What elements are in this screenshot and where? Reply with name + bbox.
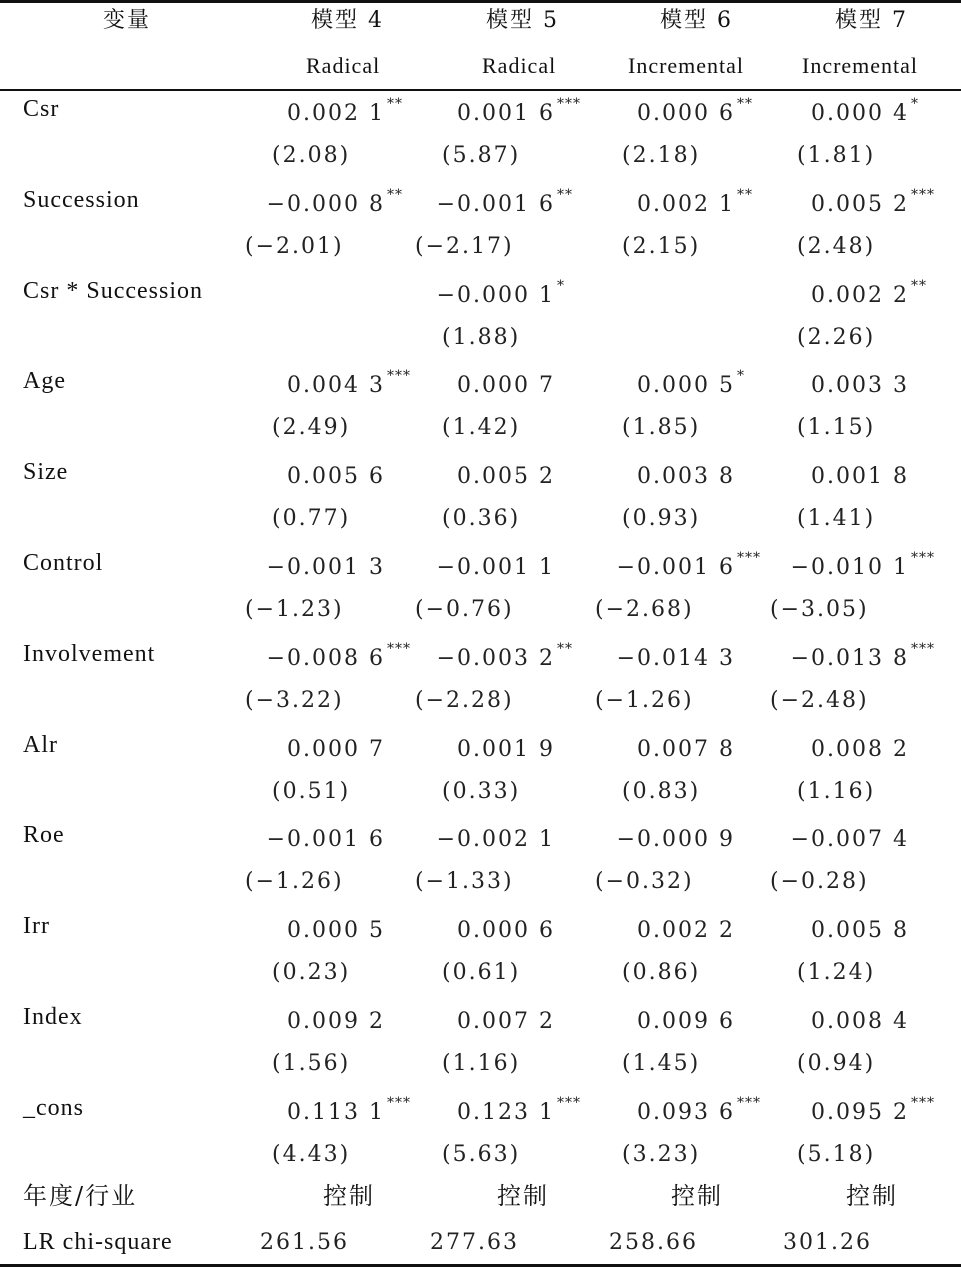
coefficient-cell: [287, 368, 411, 399]
significance-stars: **: [737, 186, 753, 203]
coefficient-value: 0.002 2: [637, 918, 735, 944]
significance-stars: ***: [557, 96, 581, 112]
coefficient-value: 0.000 5: [287, 918, 385, 944]
control-value: 控制: [497, 1182, 549, 1210]
coefficient-value: 0.007 8: [637, 736, 735, 762]
control-value: 控制: [846, 1182, 898, 1210]
coefficient-cell: [287, 736, 385, 762]
coefficient-cell: [811, 96, 919, 126]
control-row-label: 年度/行业: [23, 1182, 138, 1210]
coefficient-cell: [437, 557, 555, 579]
coefficient-cell: [617, 829, 735, 851]
coefficient-value: 0.095 2: [811, 1099, 909, 1125]
coefficient-value: 0.001 6: [457, 101, 555, 126]
coefficient-cell: [637, 736, 735, 762]
t-statistic: (2.18): [622, 143, 701, 168]
coefficient-value: 0.003 8: [637, 464, 735, 490]
bottom-rule: [0, 1264, 961, 1267]
t-statistic: (1.41): [797, 506, 876, 532]
significance-stars: **: [557, 186, 573, 203]
t-statistic: (4.43): [272, 1141, 351, 1167]
row-label: Succession: [23, 186, 140, 213]
coefficient-value: −0.003 2: [436, 645, 555, 671]
coefficient-value: −0.013 8: [790, 645, 909, 671]
coefficient-cell: [637, 186, 753, 217]
coefficient-value: −0.010 1: [790, 555, 909, 580]
coefficient-cell: [637, 466, 735, 488]
t-statistic: (−2.28): [415, 687, 514, 713]
coefficient-cell: [811, 736, 909, 762]
coefficient-cell: [637, 368, 745, 399]
t-statistic: (1.56): [272, 1051, 351, 1076]
t-statistic: (−3.22): [245, 687, 344, 713]
coefficient-cell: [457, 1094, 581, 1125]
coefficient-value: 0.000 4: [811, 101, 909, 126]
coefficient-value: 0.005 8: [811, 918, 909, 944]
lr-value: 261.56: [260, 1230, 349, 1255]
coefficient-value: 0.005 2: [457, 464, 555, 490]
coefficient-cell: [287, 1094, 411, 1125]
row-label: Alr: [23, 731, 58, 758]
header-model-type: Radical: [482, 53, 557, 78]
coefficient-cell: [637, 920, 735, 942]
significance-stars: *: [557, 277, 565, 294]
significance-stars: ***: [387, 368, 411, 385]
coefficient-value: −0.014 3: [616, 645, 735, 671]
t-statistic: (0.86): [622, 960, 701, 986]
t-statistic: (2.15): [622, 233, 701, 259]
coefficient-cell: [437, 829, 555, 851]
t-statistic: (1.16): [442, 1051, 521, 1076]
row-label: Csr: [23, 96, 60, 122]
control-value: 控制: [671, 1182, 723, 1210]
t-statistic: (−3.05): [770, 597, 869, 622]
t-statistic: (0.83): [622, 778, 701, 804]
coefficient-cell: [616, 645, 735, 671]
row-label: Involvement: [23, 640, 156, 667]
lr-row-label: LR chi-square: [23, 1229, 173, 1255]
coefficient-value: −0.001 6: [616, 555, 735, 580]
t-statistic: (1.45): [622, 1051, 701, 1076]
t-statistic: (−2.68): [595, 597, 694, 622]
t-statistic: (−1.26): [245, 869, 344, 895]
header-model-name: 模型 4: [311, 8, 384, 33]
coefficient-cell: [436, 640, 573, 671]
coefficient-cell: [287, 466, 385, 488]
coefficient-value: 0.001 8: [811, 464, 909, 490]
coefficient-cell: [267, 557, 385, 579]
coefficient-cell: [811, 1094, 935, 1125]
header-model-name: 模型 6: [660, 8, 733, 33]
top-rule: [0, 0, 961, 3]
significance-stars: **: [911, 277, 927, 294]
t-statistic: (0.77): [272, 506, 351, 532]
row-label: Irr: [23, 913, 50, 940]
header-rule: [0, 89, 961, 91]
t-statistic: (3.23): [622, 1141, 701, 1167]
coefficient-value: 0.000 5: [637, 373, 735, 399]
coefficient-cell: [457, 375, 555, 397]
coefficient-cell: [637, 1094, 761, 1125]
significance-stars: ***: [911, 186, 935, 203]
coefficient-cell: [811, 186, 935, 217]
t-statistic: (2.08): [272, 143, 351, 168]
significance-stars: **: [387, 96, 403, 112]
t-statistic: (2.49): [272, 415, 351, 441]
t-statistic: (1.16): [797, 778, 876, 804]
significance-stars: ***: [387, 1094, 411, 1111]
row-label: Control: [23, 550, 104, 576]
t-statistic: (5.87): [442, 143, 521, 168]
t-statistic: (−0.28): [770, 869, 869, 895]
coefficient-value: 0.005 2: [811, 191, 909, 217]
t-statistic: (0.94): [797, 1051, 876, 1076]
t-statistic: (1.81): [797, 143, 876, 168]
coefficient-value: −0.002 1: [436, 827, 555, 853]
t-statistic: (−1.26): [595, 687, 694, 713]
header-model-name: 模型 7: [835, 8, 908, 33]
coefficient-value: −0.000 9: [616, 827, 735, 853]
t-statistic: (1.15): [797, 415, 876, 441]
coefficient-cell: [457, 1011, 555, 1033]
header-model-name: 模型 5: [486, 8, 559, 33]
t-statistic: (−2.17): [415, 233, 514, 259]
t-statistic: (2.48): [797, 233, 876, 259]
coefficient-value: 0.009 6: [637, 1009, 735, 1034]
coefficient-value: 0.000 6: [457, 918, 555, 944]
coefficient-value: 0.000 6: [637, 101, 735, 126]
coefficient-cell: [287, 920, 385, 942]
coefficient-cell: [457, 96, 581, 126]
coefficient-value: 0.004 3: [287, 373, 385, 399]
significance-stars: ***: [557, 1094, 581, 1111]
coefficient-value: −0.001 3: [266, 555, 385, 580]
row-label: _cons: [23, 1094, 84, 1121]
t-statistic: (0.51): [272, 778, 351, 804]
t-statistic: (1.24): [797, 960, 876, 986]
coefficient-value: −0.000 8: [266, 191, 385, 217]
row-label: Index: [23, 1004, 83, 1030]
lr-value: 258.66: [609, 1230, 698, 1255]
coefficient-value: 0.008 2: [811, 736, 909, 762]
header-model-type: Radical: [306, 53, 381, 78]
lr-value: 301.26: [783, 1230, 872, 1255]
t-statistic: (−0.76): [415, 597, 514, 622]
coefficient-value: 0.000 7: [287, 736, 385, 762]
coefficient-value: −0.008 6: [266, 645, 385, 671]
t-statistic: (0.36): [442, 506, 521, 532]
coefficient-value: −0.001 6: [436, 191, 555, 217]
significance-stars: **: [737, 96, 753, 112]
t-statistic: (1.42): [442, 415, 521, 441]
significance-stars: **: [557, 640, 573, 657]
coefficient-cell: [457, 736, 555, 762]
coefficient-cell: [811, 277, 927, 308]
coefficient-value: 0.009 2: [287, 1009, 385, 1034]
coefficient-value: −0.001 1: [436, 555, 555, 580]
header-model-type: Incremental: [802, 53, 919, 78]
significance-stars: **: [387, 186, 403, 203]
coefficient-cell: [616, 550, 761, 580]
coefficient-cell: [266, 640, 411, 671]
coefficient-cell: [287, 1011, 385, 1033]
coefficient-value: 0.002 1: [637, 191, 735, 217]
t-statistic: (1.88): [442, 324, 521, 350]
coefficient-cell: [267, 829, 385, 851]
coefficient-cell: [811, 920, 909, 942]
coefficient-value: 0.008 4: [811, 1009, 909, 1034]
coefficient-cell: [457, 466, 555, 488]
t-statistic: (5.18): [797, 1141, 876, 1167]
coefficient-cell: [287, 96, 403, 126]
t-statistic: (−1.33): [415, 869, 514, 895]
row-label: Size: [23, 459, 69, 486]
control-value: 控制: [323, 1182, 375, 1210]
header-variable: 变量: [103, 8, 152, 33]
significance-stars: *: [737, 368, 745, 385]
coefficient-cell: [266, 186, 403, 217]
coefficient-cell: [811, 375, 909, 397]
coefficient-value: 0.007 2: [457, 1009, 555, 1034]
t-statistic: (1.85): [622, 415, 701, 441]
significance-stars: ***: [911, 640, 935, 657]
coefficient-cell: [637, 1011, 735, 1033]
coefficient-cell: [457, 920, 555, 942]
coefficient-value: 0.123 1: [457, 1099, 555, 1125]
significance-stars: ***: [387, 640, 411, 657]
t-statistic: (−0.32): [595, 869, 694, 895]
coefficient-value: 0.002 1: [287, 101, 385, 126]
coefficient-cell: [436, 186, 573, 217]
coefficient-value: 0.113 1: [287, 1099, 385, 1125]
coefficient-value: −0.001 6: [266, 827, 385, 853]
coefficient-cell: [791, 829, 909, 851]
t-statistic: (−1.23): [245, 597, 344, 622]
lr-value: 277.63: [430, 1230, 519, 1255]
coefficient-value: 0.001 9: [457, 736, 555, 762]
t-statistic: (0.33): [442, 778, 521, 804]
t-statistic: (−2.48): [770, 687, 869, 713]
t-statistic: (2.26): [797, 324, 876, 350]
significance-stars: ***: [911, 1094, 935, 1111]
t-statistic: (5.63): [442, 1141, 521, 1167]
t-statistic: (0.23): [272, 960, 351, 986]
coefficient-value: −0.000 1: [436, 282, 555, 308]
t-statistic: (0.61): [442, 960, 521, 986]
row-label: Roe: [23, 822, 65, 849]
coefficient-value: 0.005 6: [287, 464, 385, 490]
t-statistic: (0.93): [622, 506, 701, 532]
coefficient-cell: [790, 640, 935, 671]
coefficient-value: −0.007 4: [790, 827, 909, 853]
coefficient-cell: [637, 96, 753, 126]
coefficient-cell: [436, 277, 565, 308]
header-model-type: Incremental: [628, 53, 745, 78]
significance-stars: ***: [911, 550, 935, 566]
significance-stars: ***: [737, 1094, 761, 1111]
coefficient-cell: [811, 466, 909, 488]
coefficient-value: 0.093 6: [637, 1099, 735, 1125]
row-label: Age: [23, 368, 66, 395]
row-label: Csr * Succession: [23, 277, 203, 304]
coefficient-value: 0.000 7: [457, 373, 555, 399]
significance-stars: ***: [737, 550, 761, 566]
t-statistic: (−2.01): [245, 233, 344, 259]
coefficient-cell: [811, 1011, 909, 1033]
significance-stars: *: [911, 96, 919, 112]
coefficient-value: 0.002 2: [811, 282, 909, 308]
coefficient-value: 0.003 3: [811, 373, 909, 399]
coefficient-cell: [790, 550, 935, 580]
